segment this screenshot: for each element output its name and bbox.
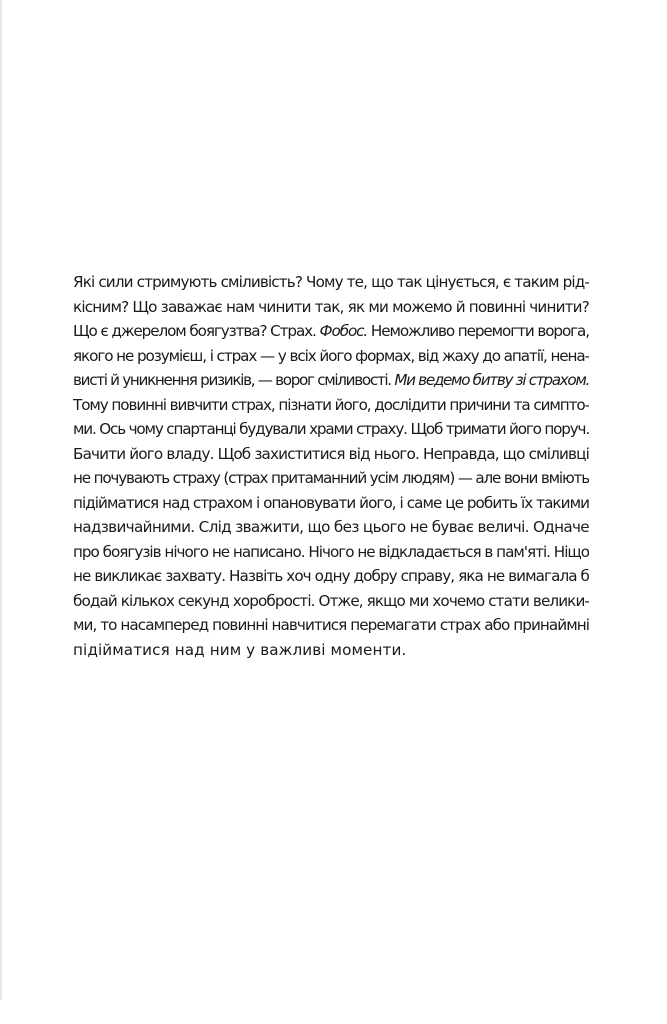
text-line-15: ми, то насамперед повинні навчитися перемагати страх або принаймні [73, 616, 589, 634]
text-line-10: підійматися над страхом і опановувати його, і саме це робить їх такими [73, 493, 589, 512]
text-line-8: Бачити його владу. Щоб захиститися від нього. Неправда, що сміливці [73, 444, 589, 463]
text-line-11: надзвичайними. Слід зважити, що без цього не буває величі. Одначе [73, 518, 589, 536]
text-line-2: кісним? Що заважає нам чинити так, як ми можемо й повинні чинити? [73, 297, 589, 316]
text-line-14: бодай кількох секунд хоробрості. Отже, якщо ми хочемо стати велики- [73, 591, 589, 610]
text-line-3: Що є джерелом боягузтва? Страх. Фобос. Неможливо перемогти ворога, [73, 322, 589, 340]
text-line-5: висті й уникнення ризиків, — ворог сміливості. Ми ведемо битву зі страхом. [73, 371, 589, 389]
body-paragraph [73, 270, 589, 662]
italic-phobos: Фобос. [319, 322, 368, 340]
text-line-6: Тому повинні вивчити страх, пізнати його, дослідити причини та симпто- [73, 395, 589, 414]
text-line-7: ми. Ось чому спартанці будували храми страху. Щоб тримати його поруч. [73, 420, 589, 438]
text-line-13: не викликає захвату. Назвіть хоч одну добру справу, яка не вимагала б [73, 567, 589, 585]
text-line-16: підійматися над ним у важливі моменти. [73, 640, 407, 659]
italic-battle-with-fear: Ми ведемо битву зі страхом. [394, 371, 589, 389]
text-line-12: про боягузів нічого не написано. Нічого не відкладається в пам'яті. Ніщо [73, 542, 589, 561]
text-line-1: Які сили стримують сміливість? Чому те, що так цінується, є таким рід- [73, 273, 589, 291]
page-edge [0, 0, 2, 1000]
text-line-4: якого не розумієш, і страх — у всіх його формах, від жаху до апатії, нена- [73, 346, 589, 365]
text-line-9: не почувають страху (страх притаманний усім людям) — але вони вміють [73, 469, 589, 487]
